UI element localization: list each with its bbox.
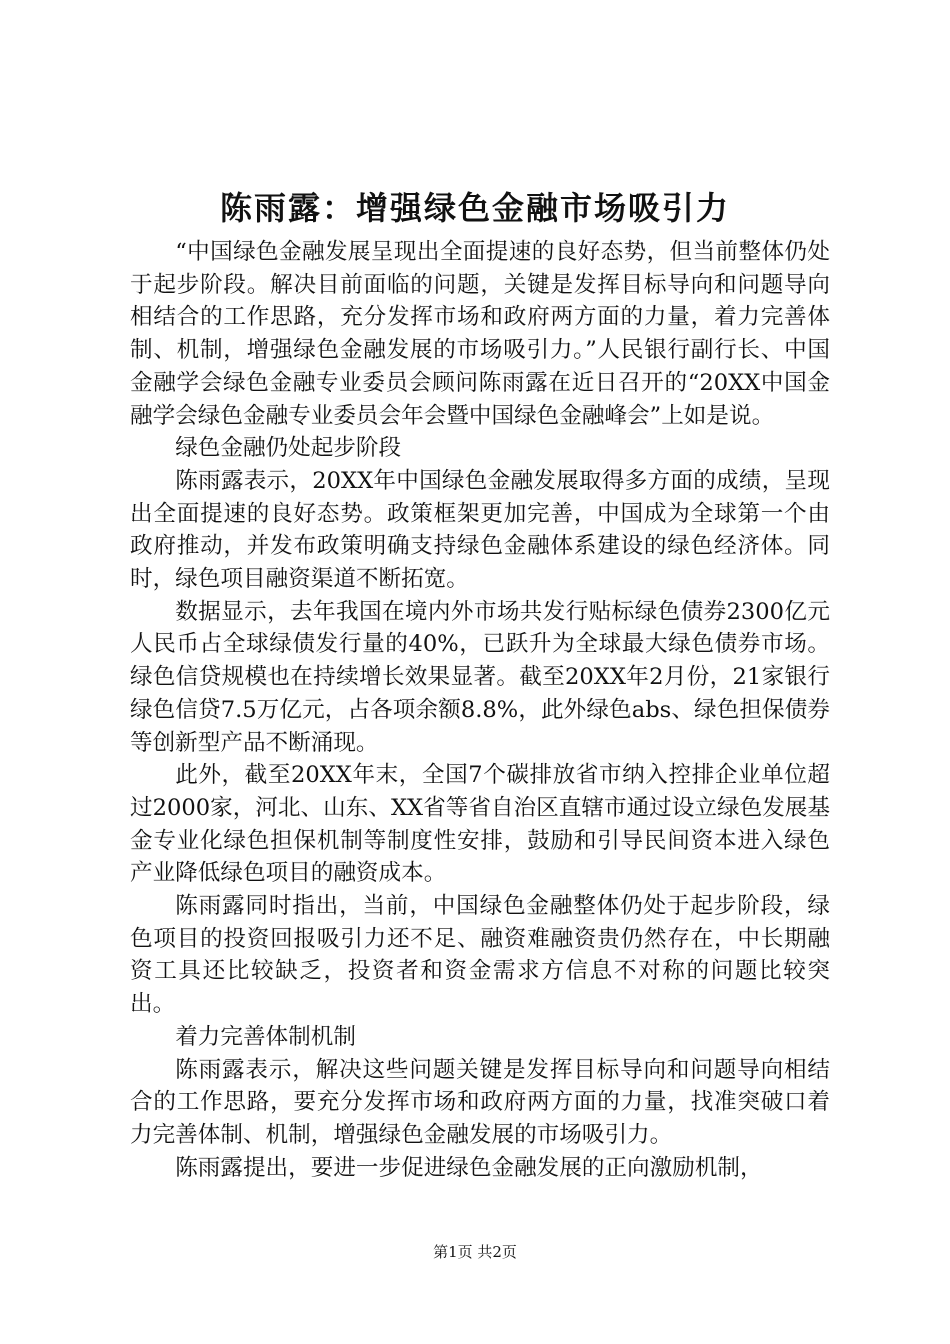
document-title: 陈雨露：增强绿色金融市场吸引力 xyxy=(219,189,730,227)
paragraph-incentive: 陈雨露提出，要进一步促进绿色金融发展的正向激励机制， xyxy=(175,1154,763,1181)
paragraph-achievements: 陈雨露表示，20XX年中国绿色金融发展取得多方面的成绩，呈现出全面提速的良好态势。政策框架更加完善，中国成为全球第一个由政府推动，并发布政策明确支持绿色金融体系建设的绿色经济体。同时，绿色项目融资渠道不断拓宽。 xyxy=(130,467,830,593)
paragraph-carbon-market: 此外，截至20XX年末，全国7个碳排放省市纳入控排企业单位超过2000家，河北、山东、XX省等省自治区直辖市通过设立绿色发展基金专业化绿色担保机制等制度性安排，鼓励和引导民间资本进入绿色产业降低绿色项目的融资成本。 xyxy=(130,762,830,887)
paragraph-data: 数据显示，去年我国在境内外市场共发行贴标绿色债券2300亿元人民币占全球绿债发行量的40%，已跃升为全球最大绿色债券市场。绿色信贷规模也在持续增长效果显著。截至20XX年2月份，21家银行绿色信贷7.5万亿元，占各项余额8.8%，此外绿色abs、绿色担保债券等创新型产品不断涌现。 xyxy=(130,598,830,756)
paragraph-solution: 陈雨露表示，解决这些问题关键是发挥目标导向和问题导向相结合的工作思路，要充分发挥市场和政府两方面的力量，找准突破口着力完善体制、机制，增强绿色金融发展的市场吸引力。 xyxy=(130,1056,830,1148)
section-heading-mechanism: 着力完善体制机制 xyxy=(175,1023,356,1050)
page-number-footer: 第1页 共2页 xyxy=(433,1243,517,1261)
section-heading-early-stage: 绿色金融仍处起步阶段 xyxy=(175,435,402,462)
paragraph-problems: 陈雨露同时指出，当前，中国绿色金融整体仍处于起步阶段，绿色项目的投资回报吸引力还不足、融资难融资贵仍然存在，中长期融资工具还比较缺乏，投资者和资金需求方信息不对称的问题比较突出。 xyxy=(130,893,830,1018)
document-body xyxy=(130,236,830,1184)
paragraph-intro: “中国绿色金融发展呈现出全面提速的良好态势，但当前整体仍处于起步阶段。解决目前面临的问题，关键是发挥目标导向和问题导向相结合的工作思路，充分发挥市场和政府两方面的力量，着力完善体制、机制，增强绿色金融发展的市场吸引力。”人民银行副行长、中国金融学会绿色金融专业委员会顾问陈雨露在近日召开的“20XX中国金融学会绿色金融专业委员会年会暨中国绿色金融峰会”上如是说。 xyxy=(130,239,830,429)
